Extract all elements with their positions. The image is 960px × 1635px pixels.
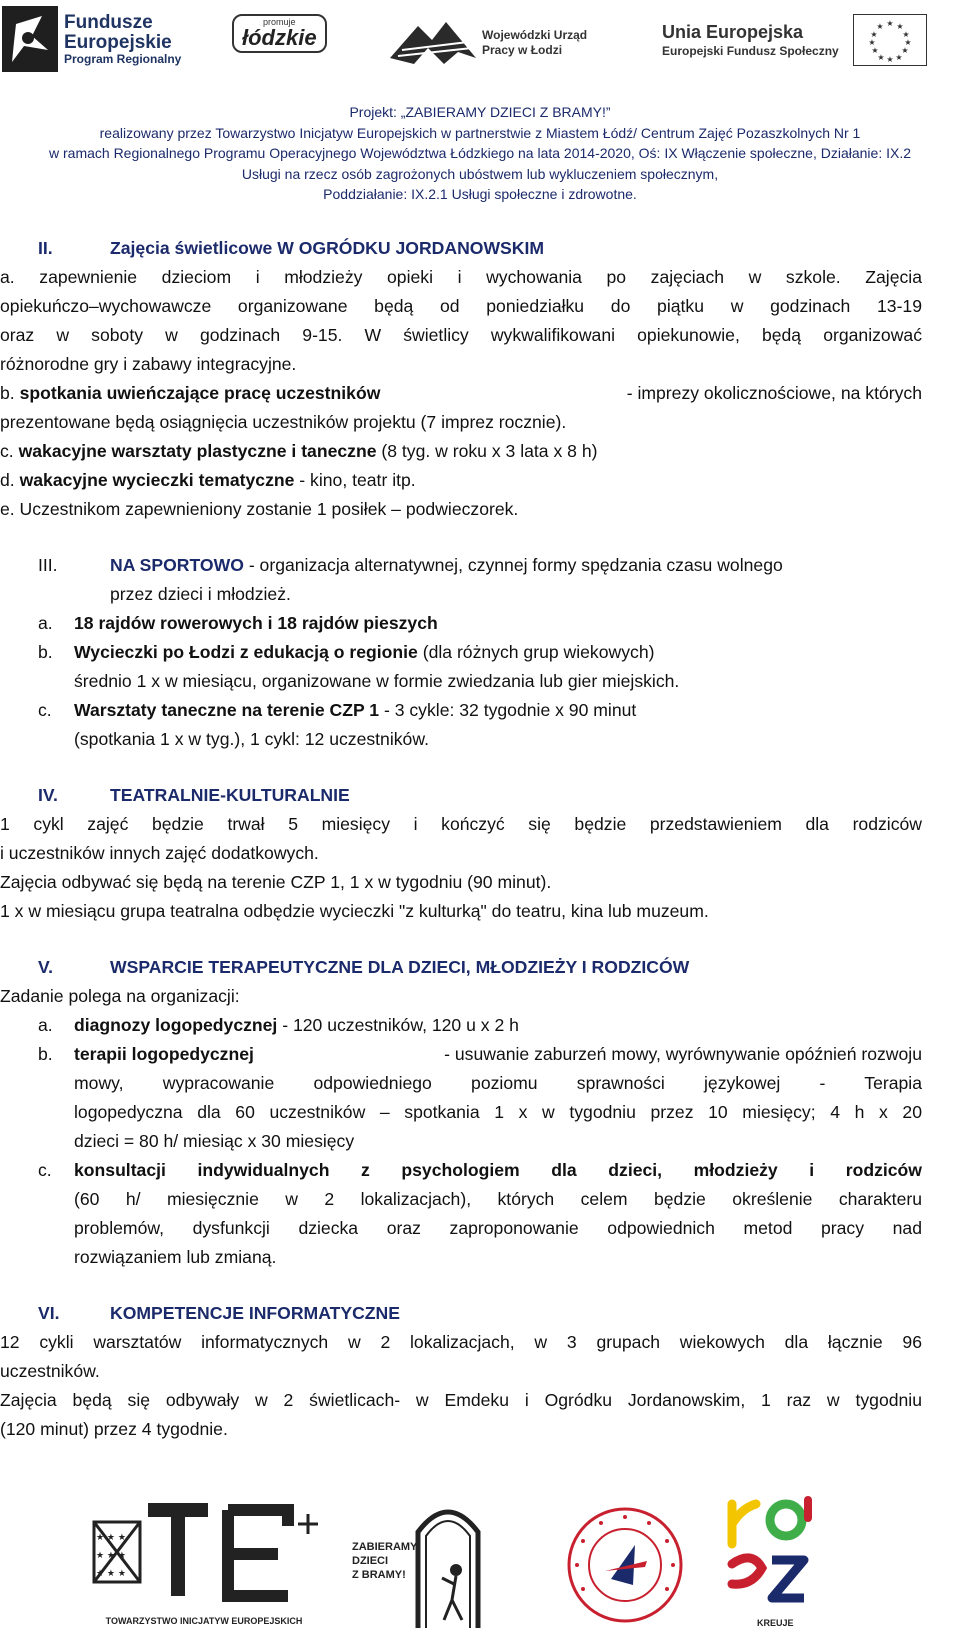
- svg-text:★ ★ ★: ★ ★ ★: [96, 1569, 126, 1579]
- section-3-title-bold: NA SPORTOWO: [110, 555, 244, 575]
- unia-europejska-logo: [662, 14, 927, 66]
- project-header-line1: Projekt: „ZABIERAMY DZIECI Z BRAMY!”: [349, 104, 611, 120]
- fe-line2: Europejskie: [64, 31, 172, 53]
- ue-line2: Europejski Fundusz Społeczny: [662, 43, 839, 58]
- promuje-lodzkie-logo: [232, 14, 327, 53]
- section-4-line2: i uczestników innych zajęć dodatkowych.: [0, 843, 319, 863]
- section-2-d-prefix: d.: [0, 470, 15, 490]
- wup-line2: Pracy w Łodzi: [482, 43, 563, 57]
- section-3-c-line2: (spotkania 1 x w tyg.), 1 cykl: 12 uczestników.: [74, 729, 429, 749]
- section-6-line2: uczestników.: [0, 1361, 100, 1381]
- section-5-a-bold: diagnozy logopedycznej: [74, 1015, 278, 1035]
- section-3-title-line2: przez dzieci i młodzież.: [110, 584, 291, 604]
- tie-emblem-icon: [88, 1500, 320, 1612]
- fe-line3: Program Regionalny: [64, 51, 182, 66]
- section-2-a-line3: oraz w soboty w godzinach 9-15. W świetlicy wykwalifikowani opiekunowie, będą organizować: [0, 325, 922, 345]
- zdz-line2: DZIECI: [352, 1555, 389, 1567]
- section-2-d-line: [0, 466, 416, 495]
- section-3-b-line2: średnio 1 x w miesiącu, organizowane w formie zwiedzania lub gier miejskich.: [74, 671, 680, 691]
- section-3-c-line1: [74, 696, 636, 725]
- fundusze-europejskie-logo: [2, 4, 181, 74]
- section-2-a-line2: opiekuńczo–wychowawcze organizowane będą od poniedziałku do piątku w godzinach 13-19: [0, 296, 922, 316]
- section-3-b-line1: [74, 638, 654, 667]
- project-header-line3: w ramach Regionalnego Programu Operacyjnego Województwa Łódzkiego na lata 2014-2020, Oś: IX Włączenie społeczne, Działanie: IX.2: [49, 145, 911, 161]
- section-2-d-rest: - kino, teatr itp.: [299, 470, 416, 490]
- svg-text:★: ★: [902, 30, 910, 39]
- section-2-d-bold: wakacyjne wycieczki tematyczne: [19, 470, 295, 490]
- section-5-b-line1: [74, 1040, 922, 1069]
- section-4-number: IV.: [38, 785, 58, 805]
- wup-line1: Wojewódzki Urząd: [482, 28, 588, 42]
- section-2-b-line2: prezentowane będą osiągnięcia uczestników projektu (7 imprez rocznie).: [0, 412, 567, 432]
- section-3-c-prefix: c.: [38, 700, 52, 720]
- section-5-c-line3: problemów, dysfunkcji dziecka oraz zaproponowanie odpowiednich metod pracy nad: [74, 1218, 922, 1238]
- section-5-a-line: [74, 1011, 519, 1040]
- section-2-b-bold: spotkania uwieńczające pracę uczestników: [19, 383, 381, 403]
- section-6-line1: 12 cykli warsztatów informatycznych w 2 lokalizacjach, w 3 grupach wiekowych dla łącznie 96: [0, 1332, 922, 1352]
- section-5-b-line2: mowy, wypracowanie odpowiedniego poziomu sprawności językowej - Terapia: [74, 1073, 922, 1093]
- section-5-intro: Zadanie polega na organizacji:: [0, 986, 240, 1006]
- svg-text:★: ★: [868, 38, 876, 47]
- section-5-number: V.: [38, 957, 54, 977]
- section-5-c-line4: rozwiązaniem lub zmianą.: [74, 1247, 277, 1267]
- section-2-a-line1: a. zapewnienie dzieciom i młodzieży opieki i wychowania po zajęciach w szkole. Zajęcia: [0, 267, 922, 287]
- section-3-a-prefix: a.: [38, 613, 53, 633]
- kreuje-caption: KREUJE: [757, 1618, 794, 1628]
- wup-emblem-icon: [388, 18, 478, 68]
- section-2-c-prefix: c.: [0, 441, 14, 461]
- zdz-line1: ZABIERAMY: [352, 1541, 418, 1553]
- tie-caption: TOWARZYSTWO INICJATYW EUROPEJSKICH: [105, 1616, 303, 1626]
- svg-text:★: ★: [877, 53, 885, 62]
- svg-text:★: ★: [871, 46, 879, 55]
- section-2-title: Zajęcia świetlicowe W OGRÓDKU JORDANOWSKIM: [110, 238, 545, 258]
- section-2-number: II.: [38, 238, 53, 258]
- section-3-b-prefix: b.: [38, 642, 53, 662]
- ue-line1: Unia Europejska: [662, 21, 804, 42]
- svg-text:★: ★: [876, 22, 884, 31]
- tie-logo: [88, 1500, 320, 1630]
- section-5-b-line4: dzieci = 80 h/ miesiąc x 30 miesięcy: [74, 1131, 355, 1151]
- section-2-c-rest: (8 tyg. w roku x 3 lata x 8 h): [381, 441, 598, 461]
- gate-child-icon: [412, 1492, 484, 1630]
- svg-text:★: ★: [896, 22, 904, 31]
- section-3-b-rest: (dla różnych grup wiekowych): [422, 642, 655, 662]
- section-2-b-rest: - imprezy okolicznościowe, na których: [626, 383, 922, 403]
- eu-flag-icon: [853, 14, 927, 66]
- svg-text:★: ★: [901, 46, 909, 55]
- section-6-title: KOMPETENCJE INFORMATYCZNE: [110, 1303, 400, 1323]
- fe-star-icon: [2, 6, 58, 72]
- section-4-line4: 1 x w miesiącu grupa teatralna odbędzie wycieczki "z kulturką" do teatru, kina lub muzeum.: [0, 901, 709, 921]
- svg-text:★: ★: [886, 55, 894, 64]
- section-5-c-line2: (60 h/ miesięcznie w 2 lokalizacjach), których celem będzie określenie charakteru: [74, 1189, 922, 1209]
- section-4-line3: Zajęcia odbywać się będą na terenie CZP 1, 1 x w tygodniu (90 minut).: [0, 872, 552, 892]
- section-4-title: TEATRALNIE-KULTURALNIE: [110, 785, 350, 805]
- section-6-line4: (120 minut) przez 4 tygodnie.: [0, 1419, 228, 1439]
- lodz-big: łódzkie: [242, 25, 317, 50]
- section-5-b-line3: logopedyczna dla 60 uczestników – spotkania 1 x w tygodniu przez 10 miesięcy; 4 h x 20: [74, 1102, 922, 1122]
- kreuje-logo: [712, 1490, 912, 1630]
- project-header-line2: realizowany przez Towarzystwo Inicjatyw Europejskich w partnerstwie z Miastem Łódź/ Centrum Zajęć Pozaszkolnych Nr 1: [99, 124, 861, 141]
- section-5-c-prefix: c.: [38, 1160, 52, 1180]
- section-3-c-rest: - 3 cykle: 32 tygodnie x 90 minut: [383, 700, 637, 720]
- section-5-b-rest: - usuwanie zaburzeń mowy, wyrównywanie opóźnień rozwoju: [444, 1044, 922, 1064]
- section-6-line3: Zajęcia będą się odbywały w 2 świetlicach- w Emdeku i Ogródku Jordanowskim, 1 raz w tygodniu: [0, 1390, 922, 1410]
- svg-text:★ ★ ★: ★ ★ ★: [96, 1533, 126, 1543]
- section-5-c-bold: konsultacji indywidualnych z psychologiem dla dzieci, młodzieży i rodziców: [74, 1160, 922, 1180]
- project-header-line5: Poddziałanie: IX.2.1 Usługi społeczne i zdrowotne.: [323, 186, 637, 202]
- section-5-a-rest: - 120 uczestników, 120 u x 2 h: [282, 1015, 519, 1035]
- section-2-c-bold: wakacyjne warsztaty plastyczne i taneczne: [18, 441, 377, 461]
- section-2-b-line1: [0, 379, 922, 408]
- czp-logo: [565, 1505, 685, 1625]
- section-4-line1: 1 cykl zajęć będzie trwał 5 miesięcy i kończyć się będzie przedstawieniem dla rodziców: [0, 814, 922, 834]
- zdz-line3: Z BRAMY!: [352, 1569, 406, 1581]
- section-2-b-prefix: b.: [0, 383, 15, 403]
- section-3-a-line: [74, 609, 438, 638]
- section-3-number: III.: [38, 555, 58, 575]
- wup-logo: [388, 18, 587, 68]
- section-5-b-prefix: b.: [38, 1044, 53, 1064]
- section-3-a-bold: 18 rajdów rowerowych i 18 rajdów pieszych: [74, 613, 438, 633]
- section-2-c-line: [0, 437, 597, 466]
- section-3-b-bold: Wycieczki po Łodzi z edukacją o regionie: [74, 642, 418, 662]
- svg-text:★: ★: [895, 53, 903, 62]
- section-3-c-bold: Warsztaty taneczne na terenie CZP 1: [74, 700, 380, 720]
- section-2-a-line4: różnorodne gry i zabawy integracyjne.: [0, 354, 297, 374]
- svg-text:★: ★: [886, 19, 894, 28]
- czp-emblem-icon: [565, 1505, 685, 1625]
- project-header-line4: Usługi na rzecz osób zagrożonych ubóstwem lub wykluczeniem społecznym,: [241, 165, 719, 182]
- lodz-small: promuje: [263, 17, 296, 27]
- project-header: [0, 102, 960, 205]
- section-5-title: WSPARCIE TERAPEUTYCZNE DLA DZIECI, MŁODZIEŻY I RODZICÓW: [110, 957, 690, 977]
- fe-line1: Fundusze: [64, 11, 153, 33]
- section-5-a-prefix: a.: [38, 1015, 53, 1035]
- section-2-e-line: e. Uczestnikom zapewnieniony zostanie 1 posiłek – podwieczorek.: [0, 499, 519, 519]
- svg-text:★ ★ ★: ★ ★ ★: [96, 1551, 126, 1561]
- zabieramy-logo: [352, 1540, 416, 1582]
- section-3-title-rest: - organizacja alternatywnej, czynnej formy spędzania czasu wolnego: [248, 555, 783, 575]
- kreuje-emblem-icon: [712, 1490, 912, 1614]
- svg-text:★: ★: [904, 38, 912, 47]
- section-3-title: [110, 551, 783, 580]
- section-6-number: VI.: [38, 1303, 60, 1323]
- svg-text:★: ★: [870, 30, 878, 39]
- header-logos: [0, 0, 960, 90]
- section-5-b-bold: terapii logopedycznej: [74, 1044, 254, 1064]
